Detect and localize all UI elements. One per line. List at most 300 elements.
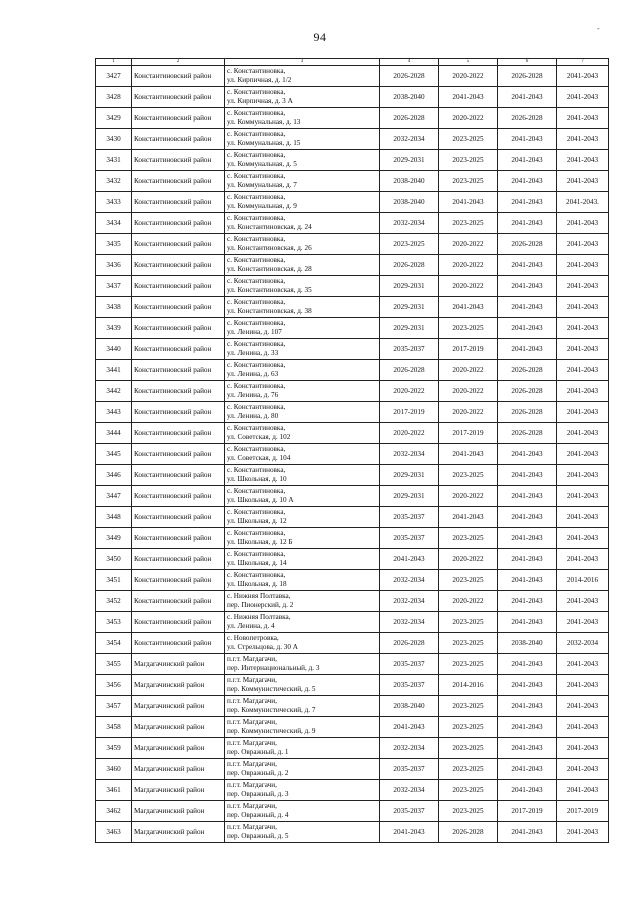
period-col7-cell: 2041-2043 <box>557 612 609 633</box>
address-line: с. Константиновка, <box>227 277 286 286</box>
period-col7-cell: 2041-2043 <box>557 717 609 738</box>
period-col7-cell: 2041-2043 <box>557 507 609 528</box>
address-line: п.г.т. Магдагачи, <box>227 739 277 748</box>
period-col5-cell: 2023-2025 <box>439 612 498 633</box>
address-cell <box>225 612 380 633</box>
period-col5-cell: 2023-2025 <box>439 570 498 591</box>
period-col6-cell: 2041-2043 <box>498 780 557 801</box>
period-col6-cell: 2041-2043 <box>498 549 557 570</box>
row-number-cell: 3458 <box>96 717 132 738</box>
period-col4-cell: 2032-2034 <box>380 129 439 150</box>
address-cell <box>225 423 380 444</box>
period-col5-cell: 2023-2025 <box>439 696 498 717</box>
column-number-cell: 1 <box>96 59 132 66</box>
district-cell: Магдагачинский район <box>132 654 225 675</box>
period-col5-cell: 2023-2025 <box>439 150 498 171</box>
address-line: ул. Кирпичная, д. 3 А <box>227 97 293 105</box>
column-number-cell: 5 <box>439 59 498 66</box>
period-col5-cell: 2020-2022 <box>439 360 498 381</box>
period-col7-cell: 2041-2043 <box>557 486 609 507</box>
district-cell: Константиновский район <box>132 591 225 612</box>
period-col7-cell: 2041-2043 <box>557 87 609 108</box>
period-col4-cell: 2035-2037 <box>380 675 439 696</box>
table-row <box>96 129 609 150</box>
table-row <box>96 486 609 507</box>
address-line: ул. Школьная, д. 10 <box>227 475 287 483</box>
period-col6-cell: 2041-2043 <box>498 486 557 507</box>
period-col6-cell: 2041-2043 <box>498 255 557 276</box>
address-cell <box>225 696 380 717</box>
address-cell <box>225 633 380 654</box>
period-col5-cell: 2041-2043 <box>439 507 498 528</box>
period-col7-cell: 2041-2043 <box>557 276 609 297</box>
corner-mark: - <box>597 24 600 33</box>
table-row <box>96 633 609 654</box>
period-col5-cell: 2020-2022 <box>439 108 498 129</box>
address-line: ул. Ленина, д. 4 <box>227 622 275 630</box>
period-col6-cell: 2026-2028 <box>498 66 557 87</box>
table-row <box>96 696 609 717</box>
period-col7-cell: 2041-2043 <box>557 465 609 486</box>
period-col4-cell: 2023-2025 <box>380 234 439 255</box>
row-number-cell: 3438 <box>96 297 132 318</box>
period-col7-cell: 2041-2043 <box>557 423 609 444</box>
address-cell <box>225 402 380 423</box>
table-row <box>96 276 609 297</box>
address-line: ул. Константиновская, д. 35 <box>227 286 312 294</box>
period-col7-cell: 2041-2043 <box>557 402 609 423</box>
period-col6-cell: 2026-2028 <box>498 108 557 129</box>
period-col7-cell: 2041-2043 <box>557 549 609 570</box>
period-col7-cell: 2032-2034 <box>557 633 609 654</box>
address-line: п.г.т. Магдагачи, <box>227 802 277 811</box>
address-line: пер. Овражный, д. 4 <box>227 811 289 819</box>
period-col7-cell: 2041-2043 <box>557 150 609 171</box>
period-col7-cell: 2017-2019 <box>557 801 609 822</box>
address-line: ул. Школьная, д. 12 <box>227 517 287 525</box>
period-col5-cell: 2014-2016 <box>439 675 498 696</box>
address-line: с. Константиновка, <box>227 571 286 580</box>
district-cell: Константиновский район <box>132 318 225 339</box>
district-cell: Константиновский район <box>132 549 225 570</box>
table-row <box>96 297 609 318</box>
district-cell: Константиновский район <box>132 465 225 486</box>
address-line: пер. Овражный, д. 2 <box>227 769 289 777</box>
period-col7-cell: 2041-2043 <box>557 591 609 612</box>
address-line: с. Константиновка, <box>227 151 286 160</box>
period-col6-cell: 2041-2043 <box>498 465 557 486</box>
period-col6-cell: 2026-2028 <box>498 360 557 381</box>
column-number-cell: 6 <box>498 59 557 66</box>
period-col6-cell: 2041-2043 <box>498 150 557 171</box>
row-number-cell: 3440 <box>96 339 132 360</box>
district-cell: Константиновский район <box>132 612 225 633</box>
column-number-cell: 3 <box>225 59 380 66</box>
table-row <box>96 507 609 528</box>
address-line: с. Константиновка, <box>227 88 286 97</box>
district-cell: Константиновский район <box>132 402 225 423</box>
district-cell: Магдагачинский район <box>132 675 225 696</box>
period-col6-cell: 2041-2043 <box>498 129 557 150</box>
period-col6-cell: 2041-2043 <box>498 696 557 717</box>
address-line: ул. Советская, д. 102 <box>227 433 291 441</box>
period-col6-cell: 2041-2043 <box>498 654 557 675</box>
period-col4-cell: 2029-2031 <box>380 318 439 339</box>
address-cell <box>225 171 380 192</box>
period-col5-cell: 2023-2025 <box>439 654 498 675</box>
address-cell <box>225 528 380 549</box>
address-cell <box>225 549 380 570</box>
period-col6-cell: 2041-2043 <box>498 213 557 234</box>
address-line: ул. Ленина, д. 76 <box>227 391 279 399</box>
period-col4-cell: 2035-2037 <box>380 759 439 780</box>
period-col7-cell: 2014-2016 <box>557 570 609 591</box>
period-col4-cell: 2026-2028 <box>380 108 439 129</box>
row-number-cell: 3447 <box>96 486 132 507</box>
table-row <box>96 675 609 696</box>
row-number-cell: 3432 <box>96 171 132 192</box>
period-col5-cell: 2041-2043 <box>439 87 498 108</box>
row-number-cell: 3441 <box>96 360 132 381</box>
address-line: ул. Ленина, д. 107 <box>227 328 282 336</box>
address-line: ул. Школьная, д. 18 <box>227 580 287 588</box>
period-col4-cell: 2035-2037 <box>380 507 439 528</box>
period-col6-cell: 2017-2019 <box>498 801 557 822</box>
period-col4-cell: 2029-2031 <box>380 465 439 486</box>
address-line: пер. Пионерский, д. 2 <box>227 601 294 609</box>
address-line: ул. Константиновская, д. 28 <box>227 265 312 273</box>
period-col7-cell: 2041-2043 <box>557 318 609 339</box>
table-row <box>96 360 609 381</box>
address-cell <box>225 717 380 738</box>
period-col6-cell: 2026-2028 <box>498 423 557 444</box>
period-col7-cell: 2041-2043 <box>557 696 609 717</box>
address-line: ул. Кирпичная, д. 1/2 <box>227 76 292 84</box>
table-row <box>96 591 609 612</box>
period-col6-cell: 2041-2043 <box>498 339 557 360</box>
address-line: пер. Овражный, д. 5 <box>227 832 289 840</box>
period-col5-cell: 2020-2022 <box>439 66 498 87</box>
address-line: п.г.т. Магдагачи, <box>227 697 277 706</box>
district-cell: Магдагачинский район <box>132 696 225 717</box>
address-cell <box>225 780 380 801</box>
period-col6-cell: 2041-2043 <box>498 171 557 192</box>
period-col7-cell: 2041-2043 <box>557 780 609 801</box>
period-col4-cell: 2020-2022 <box>380 381 439 402</box>
table-row <box>96 801 609 822</box>
district-cell: Константиновский район <box>132 192 225 213</box>
district-cell: Магдагачинский район <box>132 738 225 759</box>
table-row <box>96 444 609 465</box>
period-col6-cell: 2041-2043 <box>498 87 557 108</box>
row-number-cell: 3449 <box>96 528 132 549</box>
address-line: с. Константиновка, <box>227 235 286 244</box>
table-row <box>96 423 609 444</box>
row-number-cell: 3439 <box>96 318 132 339</box>
address-cell <box>225 675 380 696</box>
row-number-cell: 3452 <box>96 591 132 612</box>
row-number-cell: 3451 <box>96 570 132 591</box>
address-cell <box>225 507 380 528</box>
period-col7-cell: 2041-2043 <box>557 129 609 150</box>
period-col4-cell: 2035-2037 <box>380 654 439 675</box>
column-number-cell: 2 <box>132 59 225 66</box>
address-cell <box>225 234 380 255</box>
period-col4-cell: 2026-2028 <box>380 633 439 654</box>
period-col7-cell: 2041-2043 <box>557 339 609 360</box>
period-col4-cell: 2038-2040 <box>380 696 439 717</box>
address-line: пер. Овражный, д. 3 <box>227 790 289 798</box>
period-col6-cell: 2041-2043 <box>498 192 557 213</box>
period-col4-cell: 2032-2034 <box>380 570 439 591</box>
address-line: с. Константиновка, <box>227 445 286 454</box>
address-line: ул. Школьная, д. 12 Б <box>227 538 293 546</box>
address-line: п.г.т. Магдагачи, <box>227 760 277 769</box>
period-col4-cell: 2026-2028 <box>380 255 439 276</box>
district-cell: Магдагачинский район <box>132 801 225 822</box>
address-line: с. Константиновка, <box>227 130 286 139</box>
table-row <box>96 654 609 675</box>
address-line: п.г.т. Магдагачи, <box>227 655 277 664</box>
address-cell <box>225 591 380 612</box>
district-cell: Константиновский район <box>132 87 225 108</box>
row-number-cell: 3433 <box>96 192 132 213</box>
period-col7-cell: 2041-2043 <box>557 213 609 234</box>
address-cell <box>225 360 380 381</box>
row-number-cell: 3430 <box>96 129 132 150</box>
district-cell: Константиновский район <box>132 528 225 549</box>
column-number-cell: 4 <box>380 59 439 66</box>
address-cell <box>225 150 380 171</box>
table-row <box>96 738 609 759</box>
district-cell: Константиновский район <box>132 507 225 528</box>
period-col4-cell: 2035-2037 <box>380 528 439 549</box>
row-number-cell: 3462 <box>96 801 132 822</box>
table-row <box>96 192 609 213</box>
period-col5-cell: 2017-2019 <box>439 339 498 360</box>
row-number-cell: 3436 <box>96 255 132 276</box>
address-line: с. Нижняя Полтавка, <box>227 613 291 622</box>
district-cell: Константиновский район <box>132 339 225 360</box>
district-cell: Константиновский район <box>132 66 225 87</box>
table-row <box>96 759 609 780</box>
period-col7-cell: 2041-2043 <box>557 738 609 759</box>
period-col6-cell: 2026-2028 <box>498 234 557 255</box>
address-line: с. Константиновка, <box>227 298 286 307</box>
table-row <box>96 171 609 192</box>
district-cell: Константиновский район <box>132 633 225 654</box>
row-number-cell: 3446 <box>96 465 132 486</box>
address-line: с. Константиновка, <box>227 172 286 181</box>
address-cell <box>225 318 380 339</box>
address-cell <box>225 381 380 402</box>
address-line: с. Константиновка, <box>227 487 286 496</box>
period-col4-cell: 2035-2037 <box>380 801 439 822</box>
period-col4-cell: 2038-2040 <box>380 192 439 213</box>
table-row <box>96 234 609 255</box>
period-col4-cell: 2035-2037 <box>380 339 439 360</box>
address-line: с. Константиновка, <box>227 424 286 433</box>
period-col4-cell: 2017-2019 <box>380 402 439 423</box>
address-line: п.г.т. Магдагачи, <box>227 676 277 685</box>
address-cell <box>225 444 380 465</box>
period-col6-cell: 2041-2043 <box>498 822 557 843</box>
address-line: с. Константиновка, <box>227 403 286 412</box>
address-line: пер. Коммунистический, д. 7 <box>227 706 316 714</box>
period-col7-cell: 2041-2043 <box>557 822 609 843</box>
row-number-cell: 3455 <box>96 654 132 675</box>
period-col5-cell: 2026-2028 <box>439 822 498 843</box>
period-col7-cell: 2041-2043 <box>557 66 609 87</box>
address-cell <box>225 654 380 675</box>
period-col6-cell: 2041-2043 <box>498 717 557 738</box>
period-col5-cell: 2023-2025 <box>439 318 498 339</box>
period-col6-cell: 2041-2043 <box>498 570 557 591</box>
table-row <box>96 822 609 843</box>
address-line: ул. Ленина, д. 63 <box>227 370 279 378</box>
district-cell: Магдагачинский район <box>132 780 225 801</box>
period-col5-cell: 2020-2022 <box>439 234 498 255</box>
address-line: пер. Интернациональный, д. 3 <box>227 664 320 672</box>
row-number-cell: 3443 <box>96 402 132 423</box>
period-col6-cell: 2041-2043 <box>498 297 557 318</box>
address-line: с. Константиновка, <box>227 67 286 76</box>
period-col5-cell: 2023-2025 <box>439 801 498 822</box>
period-col5-cell: 2017-2019 <box>439 423 498 444</box>
period-col6-cell: 2041-2043 <box>498 318 557 339</box>
page-number: 94 <box>313 30 327 44</box>
period-col7-cell: 2041-2043. <box>557 192 609 213</box>
table-row <box>96 87 609 108</box>
row-number-cell: 3456 <box>96 675 132 696</box>
period-col5-cell: 2023-2025 <box>439 528 498 549</box>
period-col6-cell: 2041-2043 <box>498 528 557 549</box>
address-line: с. Константиновка, <box>227 340 286 349</box>
row-number-cell: 3435 <box>96 234 132 255</box>
period-col5-cell: 2041-2043 <box>439 297 498 318</box>
period-col6-cell: 2041-2043 <box>498 759 557 780</box>
row-number-cell: 3428 <box>96 87 132 108</box>
address-line: пер. Коммунистический, д. 5 <box>227 685 316 693</box>
district-cell: Константиновский район <box>132 444 225 465</box>
column-number-cell: 7 <box>557 59 609 66</box>
address-line: с. Константиновка, <box>227 529 286 538</box>
period-col4-cell: 2029-2031 <box>380 150 439 171</box>
period-col6-cell: 2041-2043 <box>498 591 557 612</box>
period-col7-cell: 2041-2043 <box>557 654 609 675</box>
period-col5-cell: 2041-2043 <box>439 444 498 465</box>
period-col5-cell: 2023-2025 <box>439 780 498 801</box>
period-col4-cell: 2032-2034 <box>380 591 439 612</box>
period-col6-cell: 2041-2043 <box>498 675 557 696</box>
district-cell: Магдагачинский район <box>132 822 225 843</box>
row-number-cell: 3454 <box>96 633 132 654</box>
district-cell: Константиновский район <box>132 297 225 318</box>
address-line: ул. Стрельцова, д. 30 А <box>227 643 298 651</box>
period-col6-cell: 2026-2028 <box>498 381 557 402</box>
table-row <box>96 213 609 234</box>
address-cell <box>225 297 380 318</box>
district-cell: Константиновский район <box>132 108 225 129</box>
period-col4-cell: 2038-2040 <box>380 87 439 108</box>
period-col7-cell: 2041-2043 <box>557 255 609 276</box>
address-line: с. Новопетровка, <box>227 634 279 643</box>
period-col7-cell: 2041-2043 <box>557 444 609 465</box>
row-number-cell: 3459 <box>96 738 132 759</box>
period-col5-cell: 2023-2025 <box>439 738 498 759</box>
period-col5-cell: 2023-2025 <box>439 633 498 654</box>
district-cell: Константиновский район <box>132 150 225 171</box>
period-col5-cell: 2023-2025 <box>439 213 498 234</box>
period-col6-cell: 2041-2043 <box>498 276 557 297</box>
row-number-cell: 3448 <box>96 507 132 528</box>
address-cell <box>225 339 380 360</box>
address-cell <box>225 87 380 108</box>
register-table <box>95 58 609 843</box>
period-col5-cell: 2020-2022 <box>439 402 498 423</box>
row-number-cell: 3431 <box>96 150 132 171</box>
row-number-cell: 3442 <box>96 381 132 402</box>
row-number-cell: 3429 <box>96 108 132 129</box>
period-col4-cell: 2038-2040 <box>380 171 439 192</box>
district-cell: Константиновский район <box>132 276 225 297</box>
district-cell: Константиновский район <box>132 171 225 192</box>
district-cell: Константиновский район <box>132 213 225 234</box>
district-cell: Константиновский район <box>132 255 225 276</box>
row-number-cell: 3453 <box>96 612 132 633</box>
period-col6-cell: 2041-2043 <box>498 738 557 759</box>
address-line: пер. Коммунистический, д. 9 <box>227 727 316 735</box>
table-row <box>96 108 609 129</box>
column-number-row <box>96 59 609 66</box>
address-cell <box>225 759 380 780</box>
period-col5-cell: 2023-2025 <box>439 759 498 780</box>
period-col7-cell: 2041-2043 <box>557 675 609 696</box>
address-line: с. Константиновка, <box>227 361 286 370</box>
table-body <box>96 59 609 843</box>
address-line: с. Константиновка, <box>227 466 286 475</box>
row-number-cell: 3457 <box>96 696 132 717</box>
period-col6-cell: 2026-2028 <box>498 402 557 423</box>
address-cell <box>225 108 380 129</box>
address-line: ул. Константиновская, д. 38 <box>227 307 312 315</box>
period-col5-cell: 2020-2022 <box>439 549 498 570</box>
period-col5-cell: 2020-2022 <box>439 591 498 612</box>
address-line: ул. Константиновская, д. 24 <box>227 223 312 231</box>
table-row <box>96 528 609 549</box>
table-row <box>96 612 609 633</box>
row-number-cell: 3434 <box>96 213 132 234</box>
period-col7-cell: 2041-2043 <box>557 360 609 381</box>
period-col4-cell: 2032-2034 <box>380 780 439 801</box>
row-number-cell: 3463 <box>96 822 132 843</box>
address-cell <box>225 738 380 759</box>
period-col5-cell: 2020-2022 <box>439 276 498 297</box>
address-line: с. Константиновка, <box>227 214 286 223</box>
period-col6-cell: 2041-2043 <box>498 612 557 633</box>
period-col5-cell: 2023-2025 <box>439 129 498 150</box>
address-cell <box>225 213 380 234</box>
address-cell <box>225 822 380 843</box>
period-col4-cell: 2041-2043 <box>380 822 439 843</box>
table-row <box>96 66 609 87</box>
address-cell <box>225 570 380 591</box>
address-cell <box>225 276 380 297</box>
address-cell <box>225 192 380 213</box>
period-col4-cell: 2020-2022 <box>380 423 439 444</box>
address-line: ул. Коммунальная, д. 9 <box>227 202 297 210</box>
period-col7-cell: 2041-2043 <box>557 381 609 402</box>
